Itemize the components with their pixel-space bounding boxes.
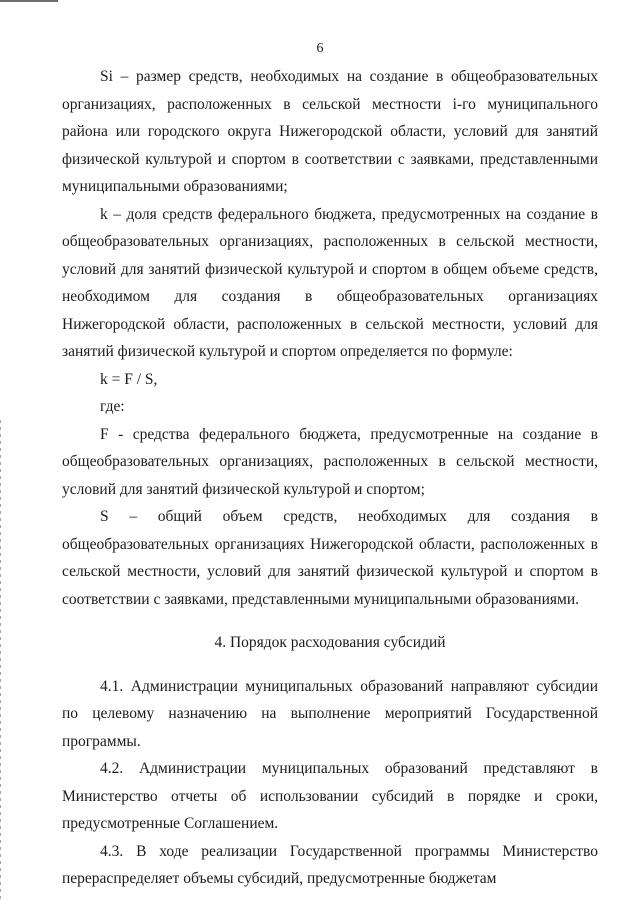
paragraph-s: S – общий объем средств, необходимых для создания в общеобразовательных организациях Нижегородской области, расположенных в сельской местности, условий для занятий физической культурой и спортом в соответствии с заявками, представленными муниципальными образованиями. xyxy=(62,508,598,608)
paragraph-4-3: 4.3. В ходе реализации Государственной программы Министерство перераспределяет объемы субсидий, предусмотренные бюджетам xyxy=(62,842,598,887)
paragraph-4-1: 4.1. Администрации муниципальных образований направляют субсидии по целевому назначению на выполнение мероприятий Государственной программы. xyxy=(62,677,598,750)
paragraph-si: Si – размер средств, необходимых на создание в общеобразовательных организациях, расположенных в сельской местности i-го муниципального района или городского округа Нижегородской области, условий для занятий физической культурой и спортом в соответствии с заявками, представленными муниципальными образованиями; xyxy=(62,68,598,195)
scan-edge xyxy=(0,420,1,900)
paragraph-f: F - средства федерального бюджета, предусмотренные на создание в общеобразовательных организациях, расположенных в сельской местности, условий для занятий физической культурой и спортом; xyxy=(62,425,598,498)
scan-artifact xyxy=(0,0,58,2)
page-number: 6 xyxy=(316,41,324,56)
formula: k = F / S, xyxy=(100,370,158,388)
paragraph-4-2: 4.2. Администрации муниципальных образований представляют в Министерство отчеты об использовании субсидий в порядке и сроки, предусмотренные Соглашением. xyxy=(62,760,598,832)
section-heading: 4. Порядок расходования субсидий xyxy=(214,634,446,651)
paragraph-k: k – доля средств федерального бюджета, предусмотренных на создание в общеобразовательных организациях, расположенных в сельской местности, условий для занятий физической культурой и спортом в общем объеме средств, необходимом для создания в общеобразовательных организациях Нижегородской области, расположенных в сельской местности, условий для занятий физической культурой и спортом определяется по формуле: xyxy=(62,205,598,360)
formula-where: где: xyxy=(100,398,125,415)
document-body xyxy=(62,63,598,893)
